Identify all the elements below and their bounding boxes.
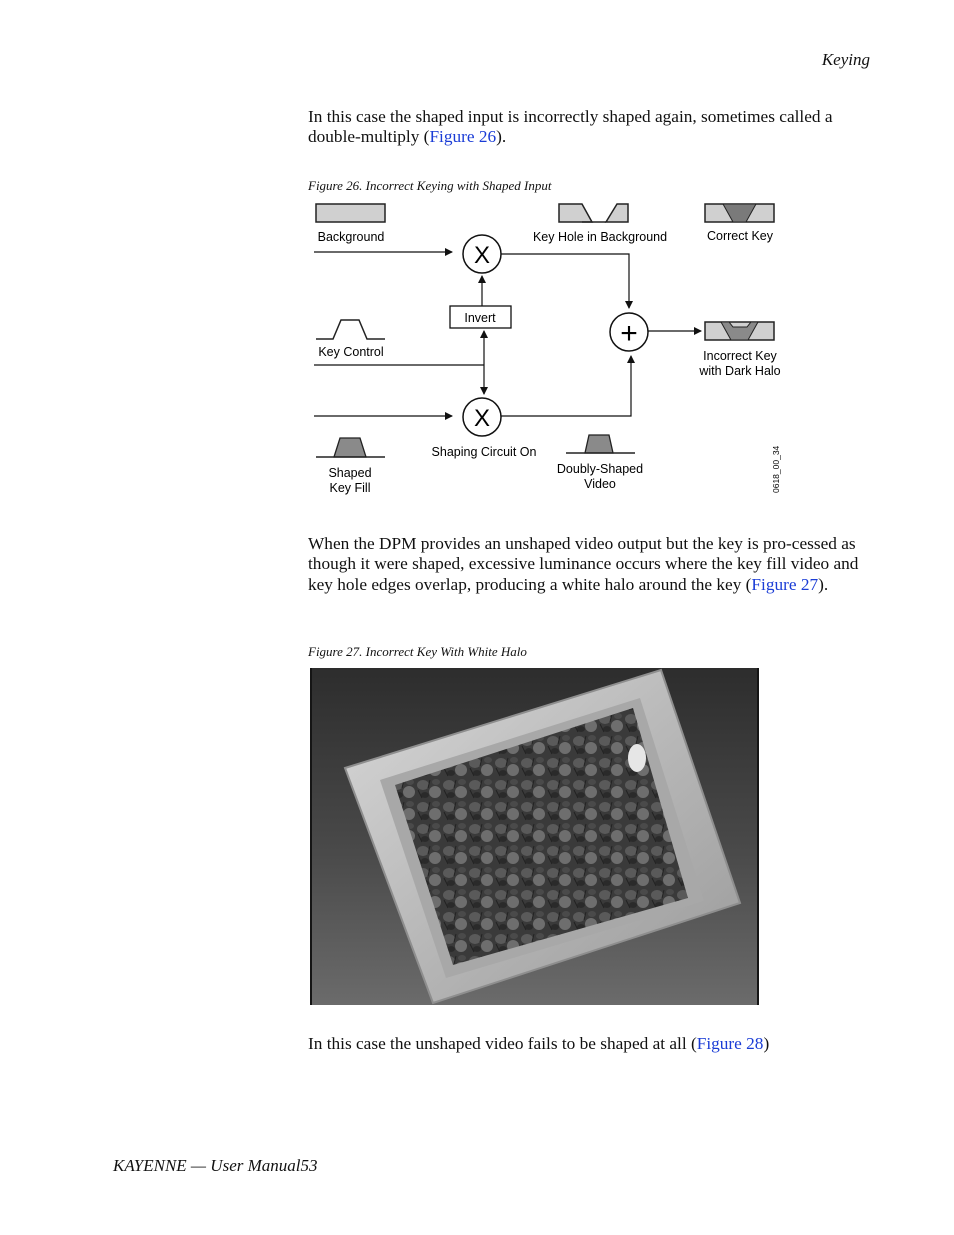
paragraph-text: In this case the shaped input is incorrectly shaped again, sometimes called a double-multiply ( bbox=[308, 107, 833, 147]
paragraph-text: ). bbox=[818, 574, 829, 594]
doubly-shaped-label-1: Doubly-Shaped bbox=[556, 462, 644, 476]
multiply-symbol-top: X bbox=[473, 242, 491, 269]
key-control-label: Key Control bbox=[318, 345, 384, 359]
key-hole-label: Key Hole in Background bbox=[532, 230, 668, 244]
invert-label: Invert bbox=[464, 311, 496, 325]
page-footer: KAYENNE — User Manual53 bbox=[113, 1156, 318, 1175]
figure-26-caption: Figure 26. Incorrect Keying with Shaped Input bbox=[308, 178, 552, 193]
figure-28-link[interactable]: Figure 28 bbox=[696, 1034, 764, 1053]
key-control-waveform bbox=[316, 320, 385, 339]
paragraph-white-halo bbox=[308, 534, 870, 595]
shaped-fill-label-2: Key Fill bbox=[329, 481, 371, 495]
shaped-fill-waveform bbox=[334, 438, 366, 457]
paragraph-text: In this case the unshaped video fails to be shaped at all ( bbox=[308, 1034, 697, 1053]
key-hole-waveform bbox=[559, 204, 628, 222]
key-hole-path bbox=[501, 254, 629, 308]
doubly-shaped-waveform bbox=[585, 435, 613, 453]
white-halo-image bbox=[312, 668, 759, 1005]
background-label: Background bbox=[317, 230, 385, 244]
figure-26-link[interactable]: Figure 26 bbox=[429, 127, 497, 147]
background-waveform bbox=[316, 204, 385, 222]
incorrect-key-label-1: Incorrect Key bbox=[703, 349, 777, 363]
running-header: Keying bbox=[821, 50, 870, 69]
paragraph-unshaped bbox=[308, 1034, 870, 1054]
shaper-to-adder bbox=[501, 356, 631, 416]
incorrect-key-label-2: with Dark Halo bbox=[699, 364, 781, 378]
figure-id: 0618_00_34 bbox=[771, 445, 781, 493]
doubly-shaped-label-2: Video bbox=[584, 477, 616, 491]
multiply-symbol-bottom: X bbox=[473, 405, 491, 432]
white-halo-photo bbox=[310, 668, 759, 1005]
paragraph-text: ). bbox=[496, 127, 507, 147]
paragraph-text: When the DPM provides an unshaped video output but the key is pro-cessed as though it were shaped, excessive luminance occurs where the key fill video and key hole edges overlap, producing a white halo around the key ( bbox=[308, 534, 859, 594]
shaped-fill-label-1: Shaped bbox=[328, 466, 372, 480]
shaping-circuit-label: Shaping Circuit On bbox=[431, 445, 537, 459]
figure-27-caption: Figure 27. Incorrect Key With White Halo bbox=[308, 644, 527, 659]
figure-27-link[interactable]: Figure 27 bbox=[751, 574, 819, 594]
paragraph-text: ) bbox=[763, 1034, 770, 1053]
white-tulip bbox=[628, 744, 646, 772]
add-symbol: + bbox=[620, 317, 638, 350]
correct-key-label: Correct Key bbox=[707, 229, 773, 243]
